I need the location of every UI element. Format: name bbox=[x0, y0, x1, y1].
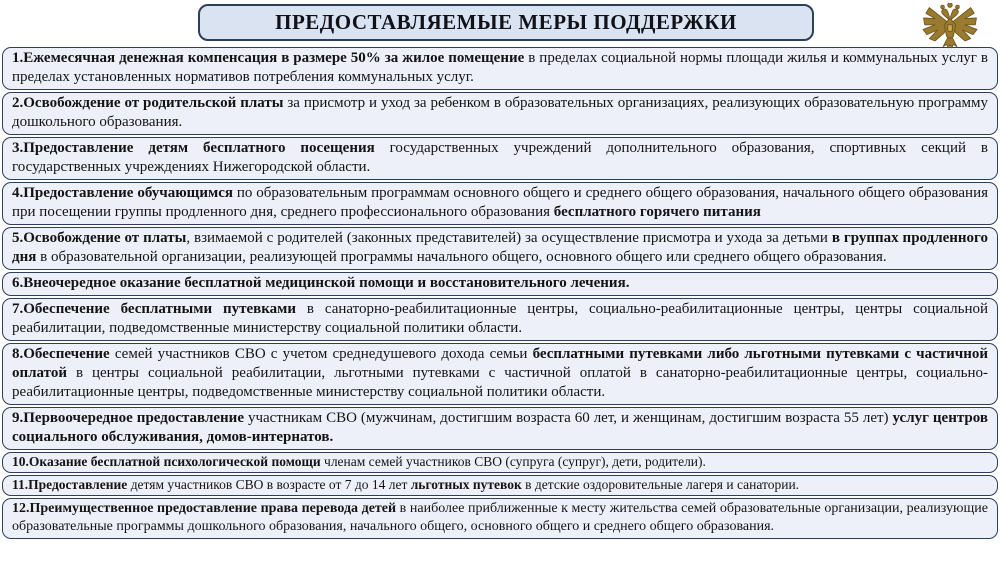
support-measure-text: 9.Первоочередное предоставление участникам СВО (мужчинам, достигшим возраста 60 лет, и женщинам, достигшим возраста 55 лет) услуг центров социального обслуживания, домов-интернатов. bbox=[12, 410, 988, 445]
support-measure-item bbox=[2, 92, 998, 135]
support-measure-item bbox=[2, 298, 998, 341]
support-measure-text: 12.Преимущественное предоставление права перевода детей в наиболее приближенные к месту жительства семей образовательные организации, реализующие образовательные программы дошкольного образования, начального общего, основного общего и среднего общего образования. bbox=[12, 501, 988, 534]
title-box bbox=[198, 4, 814, 41]
support-measure-text: 1.Ежемесячная денежная компенсация в размере 50% за жилое помещение в пределах социальной нормы площади жилья и коммунальных услуг в пределах установленных нормативов потребления коммунальных услуг. bbox=[12, 50, 988, 85]
support-measure-item bbox=[2, 137, 998, 180]
header bbox=[2, 3, 998, 45]
support-measure-item bbox=[2, 227, 998, 270]
support-measure-item bbox=[2, 475, 998, 496]
support-measure-text: 6.Внеочередное оказание бесплатной медицинской помощи и восстановительного лечения. bbox=[12, 275, 630, 291]
support-measure-text: 2.Освобождение от родительской платы за присмотр и уход за ребенком в образовательных организациях, реализующих образовательную программу дошкольного образования. bbox=[12, 95, 988, 130]
support-measure-text: 3.Предоставление детям бесплатного посещения государственных учреждений дополнительного образования, спортивных секций в государственных учреждениях Нижегородской области. bbox=[12, 140, 988, 175]
russia-coat-of-arms-icon bbox=[920, 3, 980, 49]
support-measure-text: 4.Предоставление обучающимся по образовательным программам основного общего и среднего общего образования, начального общего образования при посещении группы продленного дня, среднего профессионального образования бесплатного горячего питания bbox=[12, 185, 988, 220]
support-measure-item bbox=[2, 47, 998, 90]
support-measure-text: 8.Обеспечение семей участников СВО с учетом среднедушевого дохода семьи бесплатными путевками либо льготными путевками с частичной оплатой в центры социальной реабилитации, льготными путевками с частичной оплатой в санаторно-реабилитационные центры, социально-реабилитационные центры, подведомственные министерству социальной политики области. bbox=[12, 346, 988, 400]
support-measure-text: 5.Освобождение от платы, взимаемой с родителей (законных представителей) за осуществление присмотра и ухода за детьми в группах продленного дня в образовательной организации, реализующей программы начального общего, основного общего или среднего общего образования. bbox=[12, 230, 988, 265]
support-measure-item bbox=[2, 452, 998, 473]
support-measure-text: 10.Оказание бесплатной психологической помощи членам семей участников СВО (супруга (супруг), дети, родители). bbox=[12, 454, 706, 469]
support-measure-item bbox=[2, 407, 998, 450]
support-measure-item bbox=[2, 343, 998, 405]
support-measure-text: 7.Обеспечение бесплатными путевками в санаторно-реабилитационные центры, социально-реабилитационные центры, центры социальной реабилитации, подведомственные министерству социальной политики области. bbox=[12, 301, 988, 336]
support-measure-item bbox=[2, 498, 998, 539]
support-measure-item bbox=[2, 182, 998, 225]
page-title: ПРЕДОСТАВЛЯЕМЫЕ МЕРЫ ПОДДЕРЖКИ bbox=[275, 10, 737, 34]
support-measure-item bbox=[2, 272, 998, 296]
support-measures-list bbox=[2, 47, 998, 539]
support-measure-text: 11.Предоставление детям участников СВО в возрасте от 7 до 14 лет льготных путевок в детские оздоровительные лагеря и санатории. bbox=[12, 477, 800, 492]
